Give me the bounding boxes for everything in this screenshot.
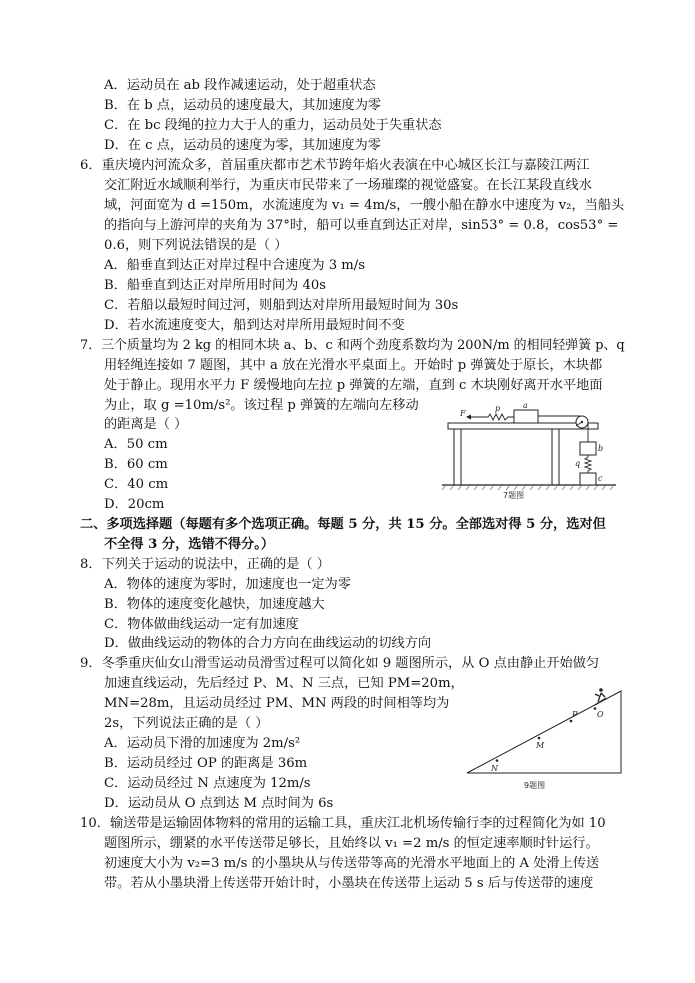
- q8-option-d: D．做曲线运动的物体的合力方向在曲线运动的切线方向: [104, 636, 432, 651]
- q9-option-b: B．运动员经过 OP 的距离是 36m: [104, 756, 308, 771]
- q8-option-b: B．物体的速度变化越快，加速度越大: [104, 597, 325, 612]
- q10-stem-line-2: 题图所示，绷紧的水平传送带足够长，且始终以 v₁ =2 m/s 的恒定速率顺时针运行。: [104, 836, 599, 851]
- q8-option-a: A．物体的速度为零时，加速度也一定为零: [104, 577, 351, 592]
- q6-stem-line-5: 0.6，则下列说法错误的是（ ）: [104, 238, 288, 253]
- label-b: b: [598, 444, 604, 453]
- block-b: [580, 442, 596, 455]
- label-q: q: [575, 459, 581, 468]
- q7-option-c: C．40 cm: [104, 477, 169, 492]
- q9-stem-line-2: 加速直线运动，先后经过 P、M、N 三点，已知 PM=20m，: [104, 676, 464, 691]
- q5-option-d: D．在 c 点，运动员的速度为零，其加速度为零: [104, 138, 381, 153]
- q7-stem-line-1: 7．三个质量均为 2 kg 的相同木块 a、b、c 和两个劲度系数均为 200N/m 的相同轻弹簧 p、q: [80, 338, 625, 353]
- label-F: F: [460, 409, 466, 418]
- q6-stem-line-3: 域，河面宽为 d =150m，水流速度为 v₁ = 4m/s，一艘小船在静水中速度为 v₂，当船头: [104, 198, 625, 213]
- q6-stem-line-4: 的指向与上游河岸的夹角为 37°时，船可以垂直到达正对岸，sin53° = 0.8，cos53° =: [104, 218, 619, 233]
- q5-option-b: B．在 b 点，运动员的速度最大，其加速度为零: [104, 98, 382, 113]
- q8-option-c: C．物体做曲线运动一定有加速度: [104, 617, 299, 632]
- ground-hatch: [442, 485, 614, 490]
- q6-stem-line-2: 交汇附近水域顺利举行，为重庆市民带来了一场璀璨的视觉盛宴。在长江某段直线水: [104, 178, 592, 193]
- table-leg-left: [454, 429, 461, 485]
- q7-stem-line-2: 用轻绳连接如 7 题图，其中 a 放在光滑水平桌面上。开始时 p 弹簧处于原长，木块都: [104, 358, 603, 373]
- figure-7-diagram: [440, 400, 620, 500]
- block-c: [580, 473, 596, 485]
- spring-q: [585, 455, 591, 473]
- q9-option-c: C．运动员经过 N 点速度为 12m/s: [104, 776, 311, 791]
- q10-stem-line-1: 10．输送带是运输固体物料的常用的运输工具，重庆江北机场传输行李的过程简化为如 10: [80, 816, 606, 831]
- point-M: [538, 737, 541, 740]
- q7-option-a: A．50 cm: [104, 437, 168, 452]
- section-2-header-line-2: 不全得 3 分，选错不得分。）: [104, 537, 275, 552]
- label-P: P: [572, 710, 578, 719]
- point-P: [570, 720, 573, 723]
- q10-stem-line-3: 初速度大小为 v₂=3 m/s 的小墨块从与传送带等高的光滑水平地面上的 A 处滑上传送: [104, 856, 600, 871]
- q6-option-d: D．若水流速度变大，船到达对岸所用最短时间不变: [104, 318, 405, 333]
- q5-option-a: A．运动员在 ab 段作减速运动，处于超重状态: [104, 78, 376, 93]
- point-O: [594, 707, 597, 710]
- label-a: a: [523, 401, 528, 410]
- label-M: M: [536, 741, 545, 750]
- table-leg-right: [552, 429, 559, 485]
- q6-option-a: A．船垂直到达正对岸过程中合速度为 3 m/s: [104, 258, 366, 273]
- q6-option-c: C．若船以最短时间过河，则船到达对岸所用最短时间为 30s: [104, 298, 459, 313]
- q9-stem-line-1: 9．冬季重庆仙女山滑雪运动员滑雪过程可以简化如 9 题图所示，从 O 点由静止开始做匀: [80, 656, 600, 671]
- q10-stem-line-4: 带。若从小墨块滑上传送带开始计时，小墨块在传送带上运动 5 s 后与传送带的速度: [104, 876, 594, 891]
- figure-9-diagram: [465, 685, 625, 777]
- point-N: [496, 759, 499, 762]
- q7-option-d: D．20cm: [104, 497, 165, 512]
- q9-stem-line-4: 2s，下列说法正确的是（ ）: [104, 716, 269, 731]
- label-p: p: [495, 404, 501, 413]
- q9-option-a: A．运动员下滑的加速度为 2m/s²: [104, 736, 301, 751]
- q6-stem-line-1: 6．重庆境内河流众多，首届重庆都市艺术节跨年焰火表演在中心城区长江与嘉陵江两江: [80, 158, 590, 173]
- label-N: N: [491, 764, 498, 773]
- block-a: [514, 410, 538, 423]
- q5-option-c: C．在 bc 段绳的拉力大于人的重力，运动员处于失重状态: [104, 118, 442, 133]
- q8-stem: 8．下列关于运动的说法中，正确的是（ ）: [80, 557, 330, 572]
- q9-option-d: D．运动员从 O 点到达 M 点时间为 6s: [104, 796, 334, 811]
- q9-stem-line-3: MN=28m，且运动员经过 PM、MN 两段的时间相等均为: [104, 696, 450, 711]
- label-O: O: [597, 710, 604, 719]
- spring-p: [484, 414, 514, 420]
- section-2-header-line-1: 二、多项选择题（每题有多个选项正确。每题 5 分，共 15 分。全部选对得 5 分，选对但: [80, 517, 606, 532]
- q7-stem-line-4: 为止，取 g =10m/s²。该过程 p 弹簧的左端向左移动: [104, 398, 419, 413]
- figure-7-caption: 7题图: [503, 491, 525, 500]
- q7-stem-line-5: 的距离是（ ）: [104, 417, 188, 432]
- figure-9-caption: 9题图: [524, 781, 546, 790]
- q7-stem-line-3: 处于静止。现用水平力 F 缓慢地向左拉 p 弹簧的左端，直到 c 木块刚好离开水平地面: [104, 378, 603, 393]
- q7-option-b: B．60 cm: [104, 457, 168, 472]
- label-c: c: [598, 474, 603, 483]
- table-top: [448, 423, 598, 429]
- q6-option-b: B．船垂直到达正对岸所用时间为 40s: [104, 278, 327, 293]
- skier-head: [599, 688, 603, 692]
